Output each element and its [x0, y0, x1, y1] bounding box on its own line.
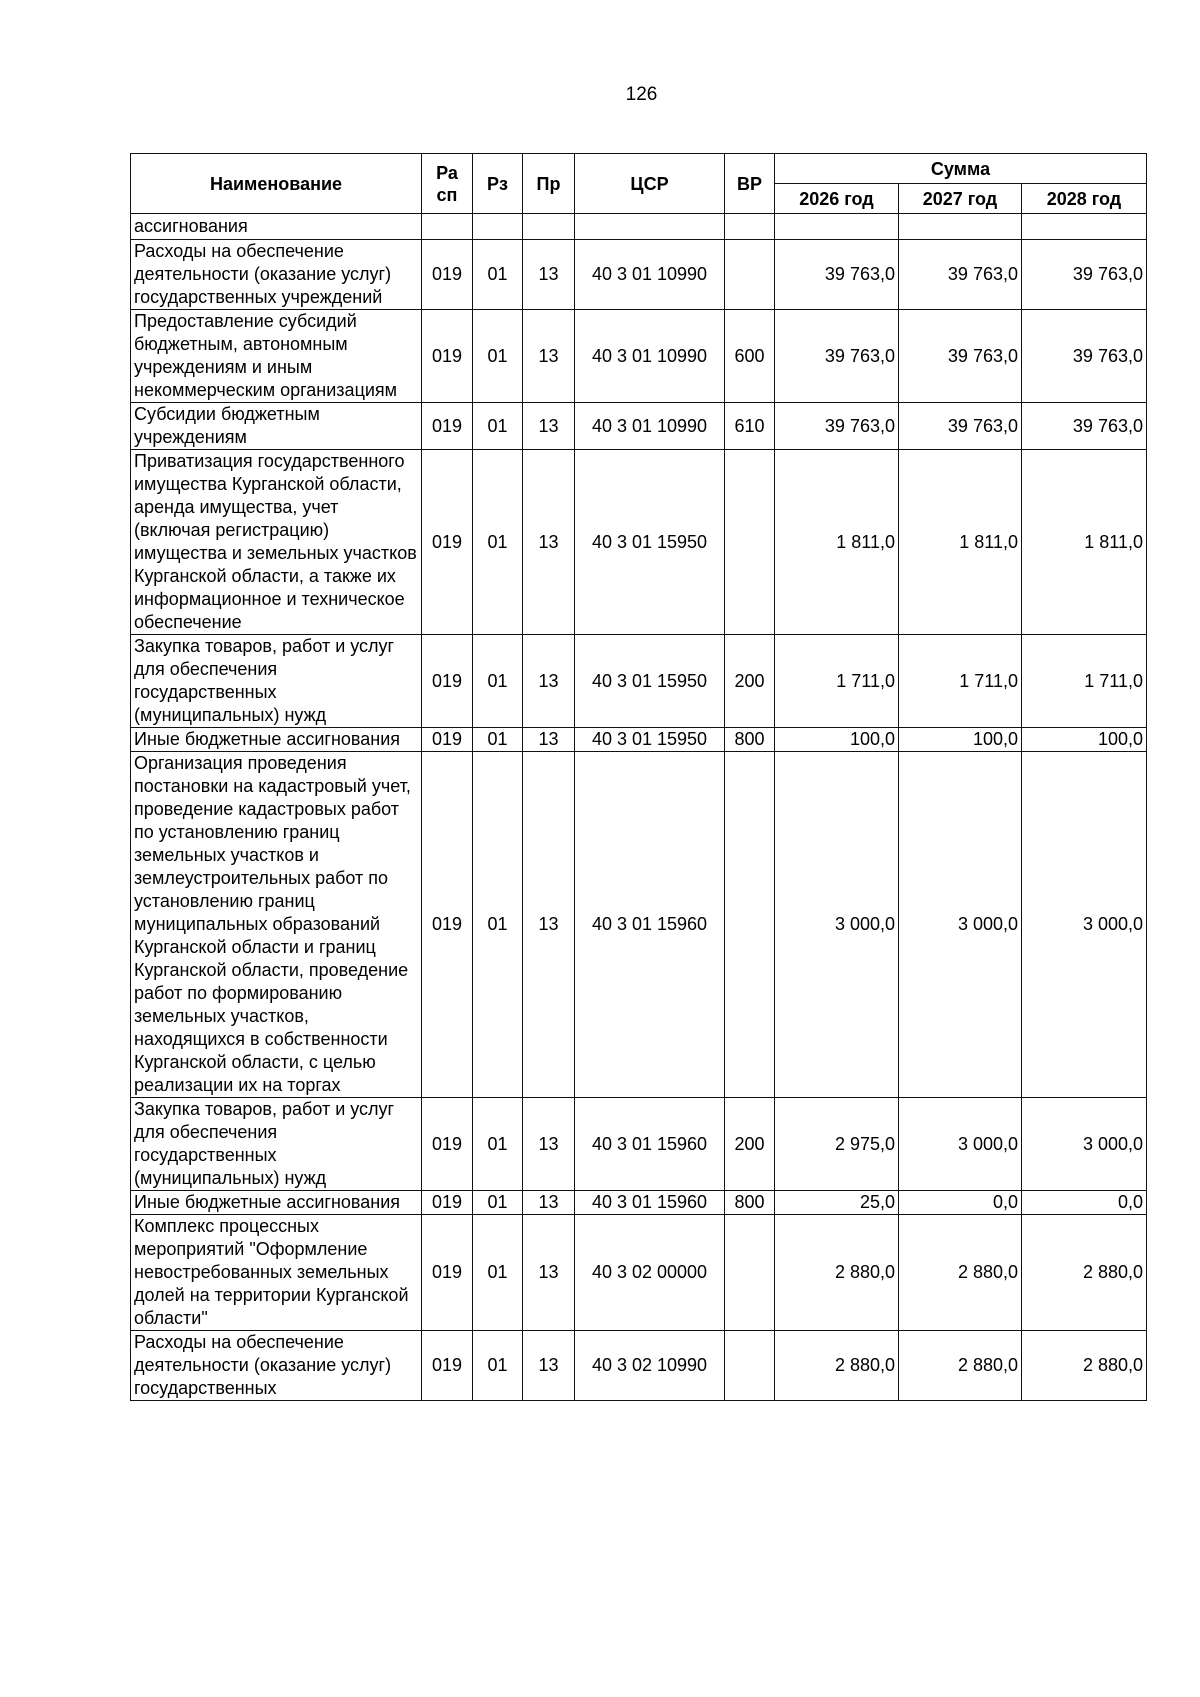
- cell-vr: [725, 240, 775, 310]
- cell-amount-2028: 0,0: [1022, 1191, 1147, 1215]
- cell-amount-2026: 25,0: [775, 1191, 899, 1215]
- cell-amount-2028: 1 711,0: [1022, 635, 1147, 728]
- cell-rz: 01: [473, 1331, 523, 1401]
- cell-amount-2027: 2 880,0: [899, 1215, 1022, 1331]
- cell-name: Приватизация государственного имущества Курганской области, аренда имущества, учет (включая регистрацию) имущества и земельных участков Курганской области, а также их информационное и техническое обеспечение: [131, 450, 422, 635]
- cell-vr: 800: [725, 728, 775, 752]
- cell-rz: 01: [473, 450, 523, 635]
- cell-csr: 40 3 01 15950: [575, 450, 725, 635]
- cell-amount-2027: 39 763,0: [899, 403, 1022, 450]
- cell-pr: 13: [523, 635, 575, 728]
- cell-vr: [725, 1331, 775, 1401]
- cell-csr: 40 3 02 00000: [575, 1215, 725, 1331]
- cell-pr: 13: [523, 1098, 575, 1191]
- cell-name: Предоставление субсидий бюджетным, автономным учреждениям и иным некоммерческим организациям: [131, 310, 422, 403]
- cell-amount-2028: 39 763,0: [1022, 403, 1147, 450]
- cell-vr: [725, 752, 775, 1098]
- cell-name: Комплекс процессных мероприятий "Оформление невостребованных земельных долей на территории Курганской области": [131, 1215, 422, 1331]
- table-row: [131, 450, 1147, 635]
- cell-vr: [725, 450, 775, 635]
- cell-rz: 01: [473, 635, 523, 728]
- cell-pr: 13: [523, 728, 575, 752]
- cell-rz: 01: [473, 240, 523, 310]
- cell-vr: 610: [725, 403, 775, 450]
- cell-name: Расходы на обеспечение деятельности (оказание услуг) государственных учреждений: [131, 240, 422, 310]
- cell-amount-2027: 1 711,0: [899, 635, 1022, 728]
- cell-rasp: [422, 214, 473, 240]
- cell-amount-2027: 39 763,0: [899, 240, 1022, 310]
- cell-rz: 01: [473, 1098, 523, 1191]
- cell-amount-2027: 0,0: [899, 1191, 1022, 1215]
- table-row: [131, 240, 1147, 310]
- cell-amount-2028: 3 000,0: [1022, 752, 1147, 1098]
- cell-rz: 01: [473, 728, 523, 752]
- cell-amount-2026: [775, 214, 899, 240]
- cell-rasp: 019: [422, 403, 473, 450]
- cell-vr: [725, 214, 775, 240]
- cell-csr: 40 3 01 10990: [575, 403, 725, 450]
- cell-pr: 13: [523, 450, 575, 635]
- cell-csr: 40 3 01 10990: [575, 240, 725, 310]
- cell-amount-2027: 39 763,0: [899, 310, 1022, 403]
- cell-csr: 40 3 01 15950: [575, 635, 725, 728]
- cell-csr: 40 3 01 15950: [575, 728, 725, 752]
- cell-vr: 200: [725, 1098, 775, 1191]
- cell-amount-2027: 2 880,0: [899, 1331, 1022, 1401]
- cell-amount-2028: 39 763,0: [1022, 310, 1147, 403]
- cell-amount-2027: 100,0: [899, 728, 1022, 752]
- cell-name: Закупка товаров, работ и услуг для обеспечения государственных (муниципальных) нужд: [131, 635, 422, 728]
- cell-csr: [575, 214, 725, 240]
- cell-amount-2028: 39 763,0: [1022, 240, 1147, 310]
- cell-amount-2026: 39 763,0: [775, 310, 899, 403]
- cell-amount-2027: 3 000,0: [899, 752, 1022, 1098]
- cell-pr: 13: [523, 1191, 575, 1215]
- header-sum: Сумма: [775, 154, 1147, 184]
- cell-amount-2026: 2 975,0: [775, 1098, 899, 1191]
- cell-rasp: 019: [422, 1098, 473, 1191]
- cell-vr: 800: [725, 1191, 775, 1215]
- cell-pr: 13: [523, 1331, 575, 1401]
- cell-amount-2028: 2 880,0: [1022, 1215, 1147, 1331]
- cell-amount-2028: 1 811,0: [1022, 450, 1147, 635]
- cell-vr: 600: [725, 310, 775, 403]
- cell-vr: [725, 1215, 775, 1331]
- cell-name: Организация проведения постановки на кадастровый учет, проведение кадастровых работ по установлению границ земельных участков и землеустроительных работ по установлению границ муниципальных образований Курганской области и границ Курганской области, проведение работ по формированию земельных участков, находящихся в собственности Курганской области, с целью реализации их на торгах: [131, 752, 422, 1098]
- table-row: [131, 728, 1147, 752]
- table-row: [131, 1191, 1147, 1215]
- table-row: [131, 752, 1147, 1098]
- cell-amount-2027: [899, 214, 1022, 240]
- cell-csr: 40 3 01 15960: [575, 1098, 725, 1191]
- cell-rz: 01: [473, 1191, 523, 1215]
- cell-pr: 13: [523, 240, 575, 310]
- cell-amount-2027: 3 000,0: [899, 1098, 1022, 1191]
- cell-name: Иные бюджетные ассигнования: [131, 1191, 422, 1215]
- cell-amount-2028: 2 880,0: [1022, 1331, 1147, 1401]
- table-row: [131, 635, 1147, 728]
- cell-pr: 13: [523, 1215, 575, 1331]
- table-header: [131, 154, 1147, 214]
- header-year-2026: 2026 год: [775, 184, 899, 214]
- header-name: Наименование: [131, 154, 422, 214]
- header-year-2027: 2027 год: [899, 184, 1022, 214]
- cell-amount-2026: 39 763,0: [775, 240, 899, 310]
- table-row: [131, 1098, 1147, 1191]
- header-rz: Рз: [473, 154, 523, 214]
- budget-table: [130, 153, 1147, 1401]
- cell-amount-2027: 1 811,0: [899, 450, 1022, 635]
- cell-name: ассигнования: [131, 214, 422, 240]
- cell-rz: 01: [473, 403, 523, 450]
- header-csr: ЦСР: [575, 154, 725, 214]
- cell-pr: 13: [523, 752, 575, 1098]
- table-row: [131, 403, 1147, 450]
- cell-name: Расходы на обеспечение деятельности (оказание услуг) государственных: [131, 1331, 422, 1401]
- header-vr: ВР: [725, 154, 775, 214]
- cell-csr: 40 3 01 15960: [575, 1191, 725, 1215]
- header-year-2028: 2028 год: [1022, 184, 1147, 214]
- cell-rz: [473, 214, 523, 240]
- page-number: 126: [625, 84, 658, 105]
- cell-amount-2028: 100,0: [1022, 728, 1147, 752]
- cell-amount-2026: 100,0: [775, 728, 899, 752]
- table-body: [131, 214, 1147, 1401]
- cell-rasp: 019: [422, 240, 473, 310]
- cell-csr: 40 3 02 10990: [575, 1331, 725, 1401]
- cell-amount-2026: 39 763,0: [775, 403, 899, 450]
- cell-pr: 13: [523, 403, 575, 450]
- cell-rasp: 019: [422, 728, 473, 752]
- cell-amount-2026: 2 880,0: [775, 1331, 899, 1401]
- table-row: [131, 1331, 1147, 1401]
- cell-amount-2026: 3 000,0: [775, 752, 899, 1098]
- table-row: [131, 214, 1147, 240]
- cell-rz: 01: [473, 1215, 523, 1331]
- cell-rasp: 019: [422, 1191, 473, 1215]
- cell-rasp: 019: [422, 752, 473, 1098]
- cell-rasp: 019: [422, 1331, 473, 1401]
- cell-rasp: 019: [422, 1215, 473, 1331]
- cell-amount-2026: 1 711,0: [775, 635, 899, 728]
- header-rasp: Ра сп: [422, 154, 473, 214]
- table-row: [131, 1215, 1147, 1331]
- cell-rasp: 019: [422, 450, 473, 635]
- cell-amount-2026: 1 811,0: [775, 450, 899, 635]
- cell-name: Иные бюджетные ассигнования: [131, 728, 422, 752]
- cell-name: Закупка товаров, работ и услуг для обеспечения государственных (муниципальных) нужд: [131, 1098, 422, 1191]
- cell-pr: [523, 214, 575, 240]
- table-row: [131, 310, 1147, 403]
- cell-amount-2026: 2 880,0: [775, 1215, 899, 1331]
- cell-csr: 40 3 01 15960: [575, 752, 725, 1098]
- header-pr: Пр: [523, 154, 575, 214]
- cell-rz: 01: [473, 310, 523, 403]
- cell-amount-2028: 3 000,0: [1022, 1098, 1147, 1191]
- cell-name: Субсидии бюджетным учреждениям: [131, 403, 422, 450]
- cell-amount-2028: [1022, 214, 1147, 240]
- cell-csr: 40 3 01 10990: [575, 310, 725, 403]
- cell-vr: 200: [725, 635, 775, 728]
- cell-pr: 13: [523, 310, 575, 403]
- cell-rasp: 019: [422, 310, 473, 403]
- cell-rasp: 019: [422, 635, 473, 728]
- cell-rz: 01: [473, 752, 523, 1098]
